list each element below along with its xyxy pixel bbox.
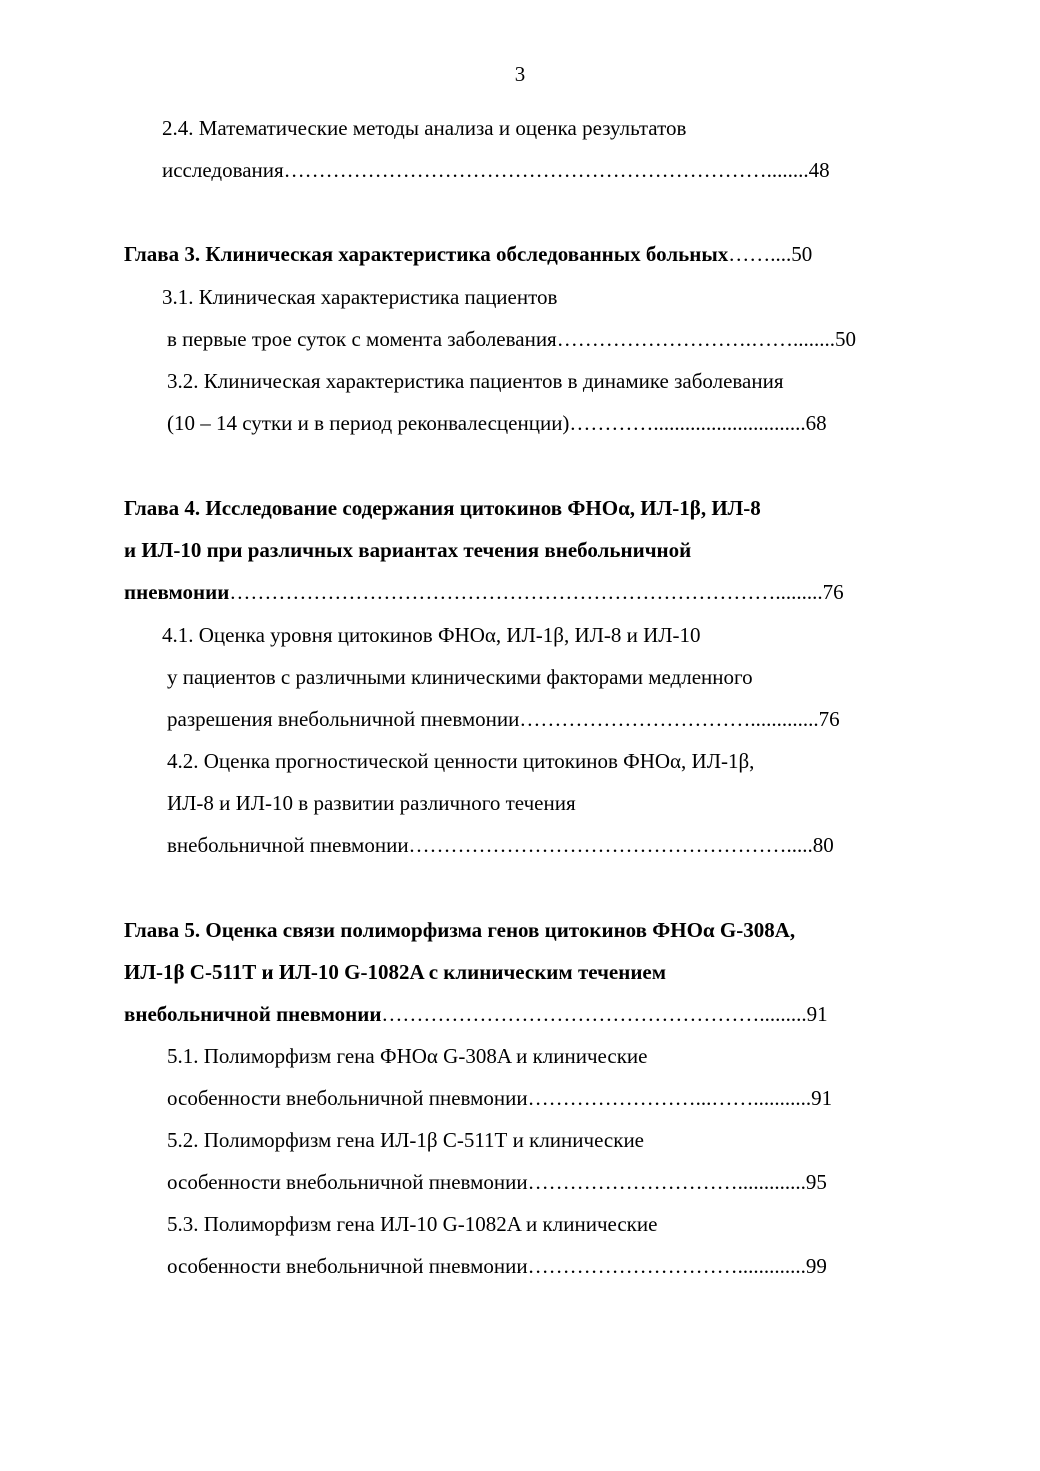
toc-entry-3-2-line-1: 3.2. Клиническая характеристика пациентов в динамике заболевания — [167, 369, 784, 393]
toc-entry-4-2-line-2: ИЛ-8 и ИЛ-10 в развитии различного течения — [167, 791, 576, 815]
toc-entry-3-2-line-2: (10 – 14 сутки и в период реконвалесценции)………….............................68 — [167, 411, 827, 435]
toc-entry-4-1-line-2: у пациентов с различными клиническими факторами медленного — [167, 665, 753, 689]
toc-entry-5-1-line-2: особенности внебольничной пневмонии……………………...……...........91 — [167, 1086, 833, 1110]
toc-chapter-4-line-1: Глава 4. Исследование содержания цитокинов ФНОα, ИЛ-1β, ИЛ-8 — [124, 496, 761, 520]
page-number: 3 — [514, 62, 526, 86]
toc-chapter-3 — [124, 240, 812, 268]
toc-chapter-3-title: Глава 3. Клиническая характеристика обследованных больных — [124, 242, 729, 266]
toc-chapter-5-line-3 — [124, 1000, 828, 1028]
toc-entry-5-3-line-1: 5.3. Полиморфизм гена ИЛ-10 G-1082A и клинические — [167, 1212, 658, 1236]
toc-entry-5-1-line-1: 5.1. Полиморфизм гена ФНОα G-308A и клинические — [167, 1044, 648, 1068]
toc-entry-3-1-line-1: 3.1. Клиническая характеристика пациентов — [162, 285, 558, 309]
toc-chapter-5-leader: ……………………………………………….........91 — [381, 1002, 828, 1026]
toc-entry-4-2-line-1: 4.2. Оценка прогностической ценности цитокинов ФНОα, ИЛ-1β, — [167, 749, 755, 773]
toc-chapter-4-line-2: и ИЛ-10 при различных вариантах течения внебольничной — [124, 538, 692, 562]
toc-entry-3-1-line-2: в первые трое суток с момента заболевания……………………….……........50 — [167, 327, 856, 351]
toc-chapter-4-title-end: пневмонии — [124, 580, 230, 604]
toc-chapter-4-line-3 — [124, 578, 844, 606]
toc-entry-4-1-line-3: разрешения внебольничной пневмонии…………………………….............76 — [167, 707, 840, 731]
toc-chapter-5-title-end: внебольничной пневмонии — [124, 1002, 382, 1026]
toc-entry-4-1-line-1: 4.1. Оценка уровня цитокинов ФНОα, ИЛ-1β, ИЛ-8 и ИЛ-10 — [162, 623, 701, 647]
toc-chapter-4-leader: …………………………………………………………………….........76 — [229, 580, 844, 604]
toc-chapter-3-leader: ……....50 — [728, 242, 813, 266]
toc-entry-5-3-line-2: особенности внебольничной пневмонии………………………….............99 — [167, 1254, 827, 1278]
toc-entry-4-2-line-3: внебольничной пневмонии……………………………………………….....80 — [167, 833, 834, 857]
toc-chapter-5-line-2: ИЛ-1β С-511Т и ИЛ-10 G-1082A с клиническим течением — [124, 960, 667, 984]
toc-entry-5-2-line-1: 5.2. Полиморфизм гена ИЛ-1β С-511Т и клинические — [167, 1128, 645, 1152]
toc-entry-2-4-line-1: 2.4. Математические методы анализа и оценка результатов — [162, 116, 687, 140]
toc-entry-5-2-line-2: особенности внебольничной пневмонии………………………….............95 — [167, 1170, 827, 1194]
toc-chapter-5-line-1: Глава 5. Оценка связи полиморфизма генов цитокинов ФНОα G-308A, — [124, 918, 796, 942]
toc-entry-2-4-line-2: исследования……………………………………………………………........48 — [162, 158, 830, 182]
